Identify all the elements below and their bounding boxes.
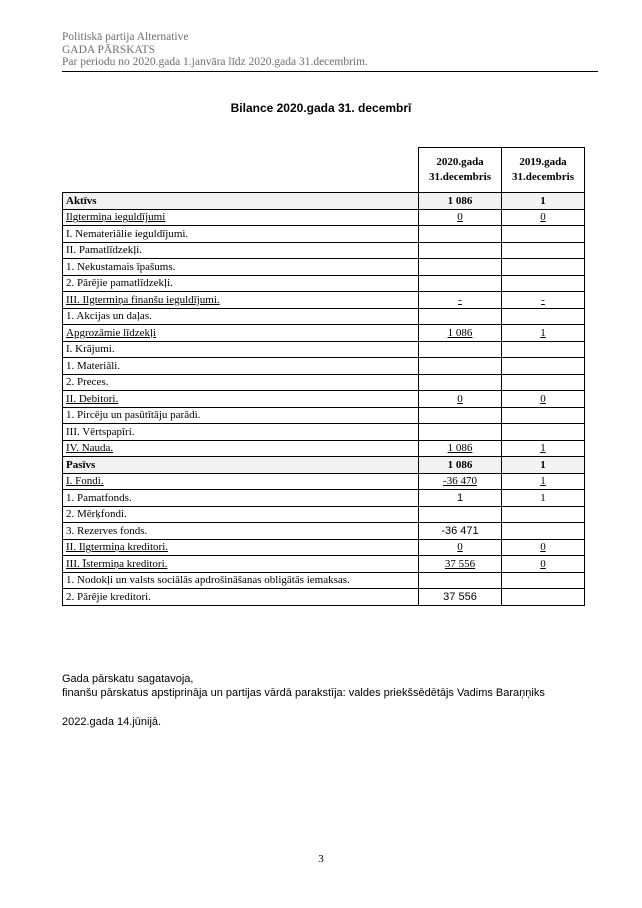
row-label: II. Ilgtermiņa kreditori. — [63, 539, 419, 556]
value-2019: - — [502, 292, 585, 309]
table-row — [63, 341, 585, 358]
value-2020 — [419, 242, 502, 259]
table-row — [63, 407, 585, 424]
value-2020: 37 556 — [419, 556, 502, 573]
col-2020-header: 2020.gada 31.decembris — [419, 148, 502, 193]
table-row — [63, 556, 585, 573]
table-row — [63, 473, 585, 490]
value-2020: 1 086 — [419, 457, 502, 474]
table-row — [63, 259, 585, 276]
row-label: Apgrozāmie līdzekļi — [63, 325, 419, 342]
value-2019: 1 — [502, 440, 585, 457]
row-label: Pasīvs — [63, 457, 419, 474]
row-label: 2. Pārējie pamatlīdzekļi. — [63, 275, 419, 292]
row-label: 1. Materiāli. — [63, 358, 419, 375]
value-2019 — [502, 259, 585, 276]
table-row — [63, 242, 585, 259]
value-2020 — [419, 424, 502, 441]
row-label: 2. Mērķfondi. — [63, 506, 419, 523]
value-2019: 1 — [502, 325, 585, 342]
value-2020 — [419, 275, 502, 292]
value-2019: 1 — [502, 457, 585, 474]
value-2020 — [419, 308, 502, 325]
prepared-by-text: Gada pārskatu sagatavoja, — [62, 673, 194, 685]
value-2020 — [419, 407, 502, 424]
table-row — [63, 572, 585, 589]
value-2019 — [502, 226, 585, 243]
value-2019 — [502, 358, 585, 375]
value-2020: -36 471 — [419, 523, 502, 540]
value-2019: 0 — [502, 556, 585, 573]
value-2020: 0 — [419, 391, 502, 408]
page-number: 3 — [318, 853, 324, 865]
row-label: 1. Pircēju un pasūtītāju parādi. — [63, 407, 419, 424]
value-2019 — [502, 341, 585, 358]
value-2019 — [502, 374, 585, 391]
value-2019: 0 — [502, 539, 585, 556]
table-row — [63, 292, 585, 309]
value-2019 — [502, 275, 585, 292]
report-period: Par periodu no 2020.gada 1.janvāra līdz 2020.gada 31.decembrim. — [62, 56, 368, 68]
value-2020 — [419, 572, 502, 589]
value-2020: -36 470 — [419, 473, 502, 490]
value-2019 — [502, 589, 585, 606]
value-2019 — [502, 523, 585, 540]
value-2019 — [502, 424, 585, 441]
value-2019 — [502, 506, 585, 523]
value-2019: 0 — [502, 391, 585, 408]
header-blank-cell — [63, 148, 419, 193]
row-label: 1. Nodokļi un valsts sociālās apdrošināšanas obligātās iemaksas. — [63, 572, 419, 589]
value-2019 — [502, 572, 585, 589]
table-row — [63, 457, 585, 474]
value-2020 — [419, 341, 502, 358]
row-label: 1. Akcijas un daļas. — [63, 308, 419, 325]
value-2019 — [502, 308, 585, 325]
value-2019: 1 — [502, 490, 585, 507]
row-label: Aktīvs — [63, 193, 419, 210]
row-label: II. Debitori. — [63, 391, 419, 408]
value-2019: 1 — [502, 473, 585, 490]
value-2019: 1 — [502, 193, 585, 210]
table-row — [63, 424, 585, 441]
value-2020 — [419, 259, 502, 276]
value-2020: 0 — [419, 539, 502, 556]
document-header — [62, 31, 598, 69]
header-divider — [62, 71, 598, 72]
table-row — [63, 523, 585, 540]
value-2019: 0 — [502, 209, 585, 226]
value-2020: 1 086 — [419, 440, 502, 457]
row-label: Ilgtermiņa ieguldījumi — [63, 209, 419, 226]
table-row — [63, 539, 585, 556]
table-row — [63, 193, 585, 210]
table-row — [63, 506, 585, 523]
value-2020: 1 086 — [419, 325, 502, 342]
table-row — [63, 209, 585, 226]
table-row — [63, 226, 585, 243]
row-label: II. Pamatlīdzekļi. — [63, 242, 419, 259]
page-title: Bilance 2020.gada 31. decembrī — [230, 101, 412, 115]
table-row — [63, 275, 585, 292]
party-name: Politiskā partija Alternative — [62, 31, 189, 43]
row-label: I. Nemateriālie ieguldījumi. — [63, 226, 419, 243]
value-2020 — [419, 506, 502, 523]
row-label: 1. Nekustamais īpašums. — [63, 259, 419, 276]
row-label: 2. Preces. — [63, 374, 419, 391]
col-2019-header: 2019.gada 31.decembris — [502, 148, 585, 193]
table-row — [63, 490, 585, 507]
balance-sheet-table — [62, 147, 585, 606]
table-row — [63, 391, 585, 408]
value-2020: 1 — [419, 490, 502, 507]
table-header-row — [63, 148, 585, 193]
row-label: IV. Nauda. — [63, 440, 419, 457]
value-2020: 37 556 — [419, 589, 502, 606]
table-row — [63, 358, 585, 375]
row-label: 3. Rezerves fonds. — [63, 523, 419, 540]
table-row — [63, 308, 585, 325]
table-row — [63, 440, 585, 457]
approved-by-text: finanšu pārskatus apstiprināja un partijas vārdā parakstīja: valdes priekšsēdētājs Vadims Baraņņiks — [62, 687, 545, 699]
row-label: I. Krājumi. — [63, 341, 419, 358]
table-row — [63, 325, 585, 342]
row-label: III. Ilgtermiņa finanšu ieguldījumi. — [63, 292, 419, 309]
value-2019 — [502, 407, 585, 424]
row-label: 1. Pamatfonds. — [63, 490, 419, 507]
value-2020: 1 086 — [419, 193, 502, 210]
row-label: III. Īstermiņa kreditori. — [63, 556, 419, 573]
table-row — [63, 589, 585, 606]
row-label: III. Vērtspapīri. — [63, 424, 419, 441]
table-row — [63, 374, 585, 391]
signature-block — [62, 672, 545, 729]
signature-date: 2022.gada 14.jūnijā. — [62, 716, 162, 728]
value-2020: 0 — [419, 209, 502, 226]
row-label: 2. Pārējie kreditori. — [63, 589, 419, 606]
value-2019 — [502, 242, 585, 259]
value-2020: - — [419, 292, 502, 309]
value-2020 — [419, 358, 502, 375]
value-2020 — [419, 226, 502, 243]
row-label: I. Fondi. — [63, 473, 419, 490]
report-type: GADA PĀRSKATS — [62, 43, 155, 56]
value-2020 — [419, 374, 502, 391]
